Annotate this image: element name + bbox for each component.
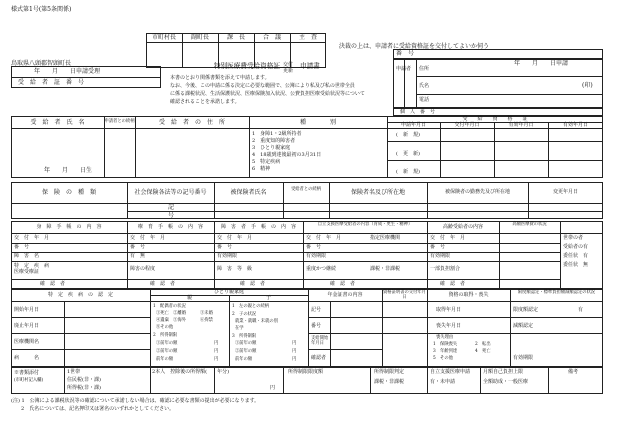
disease-row: 開始年月日: [14, 307, 40, 313]
name-label: 氏名: [419, 83, 430, 89]
application-date: 年 月 日申請: [514, 60, 569, 67]
type-option: 2 重度知的障害者: [252, 138, 296, 144]
note-2: 2 氏名については、記名押印又は署名のいずれかとしてください。: [11, 406, 175, 412]
footer-independence: 自立支援医療申請: [430, 369, 471, 375]
col-valid-date: 有効年月日: [508, 122, 534, 128]
footer-head: ※書類添付: [14, 370, 40, 376]
insurance-kind: 保 険 の 種 類: [41, 189, 96, 196]
col-type: 種 別: [299, 119, 336, 126]
birth-date: 年 月 日生: [44, 167, 93, 174]
highcost-row: 受給者の有: [563, 244, 589, 250]
parent-reason: ⑧その他: [156, 325, 174, 330]
handbook-disability: 障 害 者 手 帳 の 内 容: [220, 224, 296, 230]
parent-income-line: ①前年の額: [156, 341, 178, 346]
col-grant-date: 交付年月日: [454, 122, 480, 128]
elderly-status: 一部負担割合: [430, 266, 461, 272]
insurance-symbol: 社会保険各法等の記号番号: [134, 189, 207, 196]
type-option: 3 ひとり親家庭: [252, 145, 291, 151]
change-date: 変更年月日: [552, 189, 578, 195]
body-line: 本書のとおり関係書類を添えて申請します。: [170, 75, 270, 81]
form-title: 特別医療費受給資格証: [214, 62, 280, 70]
disease-row: 医療機関名: [14, 339, 40, 345]
employer: 被保険者の勤務先及び所在地: [444, 189, 510, 195]
elderly-row: 有効期限: [430, 253, 451, 259]
parent-label: 親: [186, 295, 192, 301]
received-date: 年 月 日申請受理: [34, 68, 101, 75]
recipient-number-label: 受 給 者 証 番 号: [18, 79, 85, 86]
lose-reason: 5 その他: [433, 356, 453, 361]
elderly-confirm: 確 認 者: [440, 281, 466, 287]
parent-yen: 円: [214, 349, 219, 354]
footer-judgement: 所得制限判定: [374, 369, 405, 375]
independence-expire: 有効期限: [306, 253, 327, 259]
independence-row: 交 付 年 月: [306, 235, 342, 241]
independence-row: 番 号: [306, 244, 322, 250]
independence-heavy: 重度かつ継続: [306, 266, 337, 272]
parent-income-line: ②前年の額: [156, 349, 178, 354]
title-issue: 交付: [283, 62, 294, 68]
row-number: 号: [168, 212, 175, 219]
rehab-row: 番 号: [130, 244, 146, 250]
footer-remarks: 備考: [568, 369, 579, 375]
disability-row: 番 号: [217, 244, 233, 250]
insured-name: 被保険者氏名: [230, 189, 267, 196]
pension-row: 支給開始年月日: [311, 336, 329, 346]
form-number: 様式第1号(第5条関係): [11, 6, 72, 13]
child-status: 3 所得制限: [232, 334, 257, 339]
child-status: 2 子の状況: [232, 312, 257, 317]
phone-label: 電話: [419, 97, 430, 103]
applicant-label: 申請者: [396, 66, 412, 72]
disability-grade: 障 害 等 級: [217, 266, 253, 272]
disease-title: 特 定 疾 病 の 認 定: [47, 292, 113, 298]
rehab-row: 有 無: [130, 253, 146, 259]
parent-yen: 円: [214, 341, 219, 346]
parent-reason: 1 配偶者の状況: [153, 304, 186, 309]
seal-mark: (印): [582, 82, 593, 89]
footer-own-income: 2本人 控除後の所得額( 年分): [152, 369, 230, 375]
body-line: 確認されることを承諾します。: [170, 99, 240, 105]
title-suffix: 申請書: [300, 62, 320, 70]
insured-relation: 受給者との続柄: [290, 187, 322, 192]
approval-role: 課 長: [226, 34, 245, 41]
address-label: 住所: [419, 66, 430, 72]
approval-role: 合 議: [262, 34, 281, 41]
child-status: 在学: [235, 326, 244, 331]
parent-reason: ④遺棄 ⑤海外: [156, 318, 187, 323]
individual-number-label: 個 人 番 号: [400, 109, 436, 115]
handbook-row: 交 付 年 月: [14, 235, 50, 241]
footer-monthly-opt: 全額助成・一般医療: [483, 379, 529, 385]
rehab-row: 交 付 年 月: [130, 235, 166, 241]
disease-row: 廃止年月日: [14, 323, 40, 329]
col-address: 受 給 者 の 住 所: [158, 119, 225, 126]
highcost-row: 委任状 有: [563, 253, 589, 259]
disease-row: 病 名: [14, 355, 40, 361]
child-label: 子: [265, 295, 271, 301]
body-line: なお、今後、この申請に係る決定に必要な範囲で、公簿により私及び私の世帯全員: [170, 83, 355, 89]
lose-date: 喪失年月日: [436, 323, 462, 329]
limit-option: 限度額認定: [513, 307, 539, 313]
handbook-high-cost: 高額医療費の状況: [512, 222, 547, 227]
col-valid-date: 有効年月日: [562, 122, 588, 128]
child-status: 1 左の親との続柄: [232, 304, 270, 309]
child-status: 就業・就職・未就の別: [235, 319, 278, 324]
disability-row: 交 付 年 月: [217, 235, 253, 241]
pension-row: 確認者: [311, 355, 327, 361]
handbook-row: 番 号: [14, 244, 30, 250]
child-yen: 円: [292, 357, 297, 362]
handbook-elderly: 高齢受給者の内容: [442, 224, 483, 230]
parent-reason: ①死亡 ②離婚: [156, 311, 187, 316]
lose-reason: 4 死亡: [475, 349, 491, 354]
approval-role: 市町村長: [151, 34, 176, 41]
parent-yen: 円: [214, 357, 219, 362]
col-qualification: 受 給 資 格 証: [462, 116, 528, 122]
note-1: (注) 1 公簿による課税状況等の確認について承諾しない場合は、確認に必要な書類の提出が必要になります。: [11, 398, 260, 404]
renew-status: ( 新 規): [396, 169, 420, 175]
child-yen: 円: [292, 349, 297, 354]
new-status: ( 新 規): [396, 132, 420, 138]
child-yen: 円: [292, 341, 297, 346]
type-option: 4 18歳到達後最初の3月31日: [252, 152, 322, 158]
independence-tax: 課税・非課税: [370, 266, 401, 272]
footer-monthly: 月額自己負担上限: [483, 369, 524, 375]
child-status: ②前年の額: [235, 349, 257, 354]
footer-resident-tax: 住民税(非・課): [67, 377, 101, 383]
type-option: 1 身障1・2級所持者: [252, 131, 302, 137]
footer-independence-opt: 有・未申請: [430, 379, 456, 385]
handbook-independence: 自立支援医療受給者の内容（育成・更生・精神）: [317, 222, 413, 227]
pension-row: 記号: [311, 307, 322, 313]
limit-option: 有: [578, 307, 584, 313]
child-status: ①前年の額: [235, 341, 257, 346]
limit-grade: 限度額認定・標準負担額減額認定の状況: [517, 290, 596, 295]
parent-income-line: 前年の額: [156, 357, 174, 362]
limit-option: 減額認定: [513, 323, 534, 329]
body-line: に係る課税状況、生活保護状況、医療保険加入状況、公費負担医療受給状況等について: [170, 91, 365, 97]
approval-role: 主 査: [298, 34, 317, 41]
col-relation: 申請者との続柄: [104, 119, 135, 124]
footer-note: (市町村記入欄): [14, 378, 44, 383]
footer-household: 1世帯: [67, 369, 81, 375]
renew-status: ( 更 新): [396, 151, 420, 157]
lose-reason: 3 年齢到達: [433, 349, 458, 354]
independence-confirm: 確 認 者: [330, 281, 356, 287]
disability-confirm: 確 認 者: [240, 281, 266, 287]
elderly-row: 番 号: [430, 244, 446, 250]
child-status: 前年の額: [235, 357, 253, 362]
physical-confirm: 確 認 者: [40, 281, 66, 287]
rehab-degree: 障害の程度: [130, 266, 156, 272]
rehab-confirm: 確 認 者: [150, 281, 176, 287]
col-name: 受 給 者 氏 名: [30, 119, 85, 126]
lose-reason: 喪失理由: [436, 335, 454, 340]
row-symbol: 記: [168, 204, 175, 211]
pension-title: 年金証書の内容: [327, 292, 363, 298]
footer-judgement-opt: 課税・非課税: [374, 379, 405, 385]
pension-row: 番号: [311, 323, 322, 329]
highcost-row: 世帯の者: [563, 235, 584, 241]
parent-reason: ⑥拘禁: [200, 318, 213, 323]
issue-number-box: [393, 49, 603, 59]
consent-statement: 決裁の上は、申請者に受給資格証を交付してよいか伺う: [339, 43, 490, 50]
handbook-rehab: 療 育 手 帳 の 内 容: [137, 224, 203, 230]
lose-reason: 1 保険喪失: [433, 342, 458, 347]
issue-number-label: 番 号: [396, 50, 415, 57]
col-apply-date: 申請年月日: [400, 122, 426, 128]
elderly-row: 交 付 年 月: [430, 235, 466, 241]
limit-option: 有効期限: [513, 355, 534, 361]
highcost-row: 委任状 無: [563, 262, 589, 268]
parent-reason: ③未婚: [200, 311, 213, 316]
recipient-office: 鳥取県八頭郡智頭町長: [11, 60, 72, 67]
parent-income: 2 所得制限: [153, 333, 178, 338]
acquire-date: 取得年月日: [436, 307, 462, 313]
certificate-date: 資格証明書の交付年月日: [383, 290, 426, 300]
type-option: 5 特定疾病: [252, 159, 281, 165]
disability-row: 有効期限: [217, 253, 238, 259]
handbook-row: 特 定 疾 病 医療受療証: [14, 263, 55, 275]
lose-reason: 2 転出: [475, 342, 491, 347]
independence-hospital: 指定医療機関: [370, 235, 401, 241]
footer-yen: 円: [270, 385, 276, 391]
title-renew: 更新: [283, 68, 294, 74]
handbook-row: 障 害 名: [14, 253, 40, 259]
single-parent-title: ひとり親家庭: [213, 289, 244, 295]
handbook-physical: 身 障 手 帳 の 内 容: [36, 224, 102, 230]
approval-role: 副町長: [190, 34, 209, 41]
insurer-address: 保険者名及び所在地: [350, 189, 405, 196]
footer-income-tax: 所得税(非・課): [67, 385, 101, 391]
footer-limit: 所得制限限度額: [288, 369, 324, 375]
qualification-change: 資格の取得・喪失: [448, 292, 489, 298]
type-option: 6 精神: [252, 166, 271, 172]
